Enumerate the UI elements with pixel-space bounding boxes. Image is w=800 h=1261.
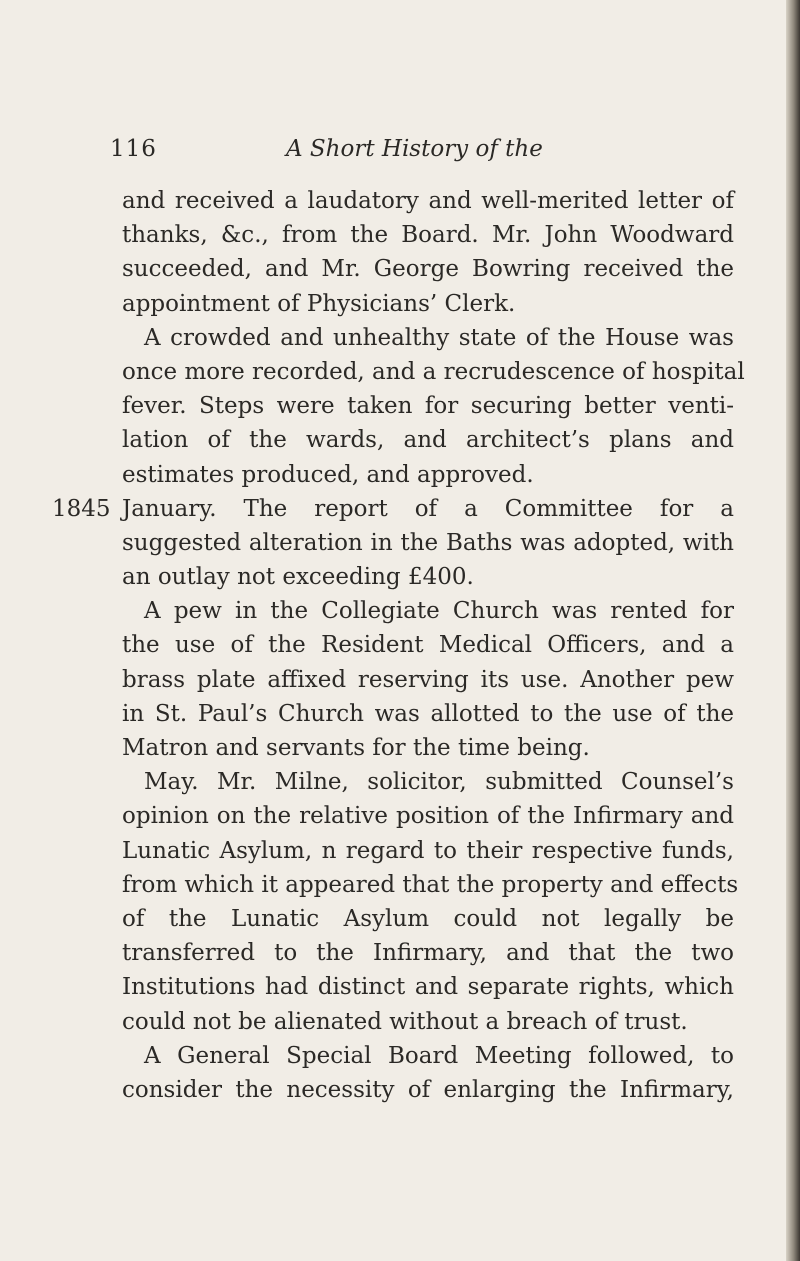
margin-year: 1845	[52, 495, 111, 522]
text-line: January. The report of a Committee for a	[122, 495, 734, 522]
text-line: and received a laudatory and well-merited letter of	[122, 188, 734, 214]
text-line: A crowded and unhealthy state of the House was	[144, 324, 734, 351]
text-line: Matron and servants for the time being.	[122, 735, 590, 761]
text-line: appointment of Physicians’ Clerk.	[122, 290, 516, 317]
text-line: lation of the wards, and architect’s plans and	[122, 427, 734, 454]
text-line: estimates produced, and approved.	[122, 461, 534, 488]
text-line: succeeded, and Mr. George Bowring received the	[122, 256, 734, 283]
body-text	[52, 184, 745, 1107]
text-line: A General Special Board Meeting followed, to	[144, 1042, 734, 1069]
text-line: consider the necessity of enlarging the Infirmary,	[122, 1076, 734, 1103]
text-line: suggested alteration in the Baths was adopted, with	[122, 529, 734, 556]
text-line: A pew in the Collegiate Church was rented for	[144, 598, 734, 625]
text-line: Institutions had distinct and separate rights, which	[122, 974, 734, 1001]
text-line: May. Mr. Milne, solicitor, submitted Counsel’s	[144, 769, 734, 796]
running-title: A Short History of the	[286, 136, 543, 162]
text-line: from which it appeared that the property and effects	[122, 871, 739, 898]
text-line: the use of the Resident Medical Officers, and a	[122, 632, 734, 659]
year-line	[52, 492, 734, 526]
text-line: opinion on the relative position of the Infirmary and	[122, 803, 734, 830]
text-line: fever. Steps were taken for securing better venti-	[122, 393, 734, 420]
text-line: could not be alienated without a breach of trust.	[122, 1008, 688, 1035]
page-header	[110, 136, 710, 170]
text-line: an outlay not exceeding £400.	[122, 564, 474, 591]
text-line: once more recorded, and a recrudescence of hospital	[122, 358, 745, 385]
text-line: Lunatic Asylum, n regard to their respective funds,	[122, 837, 734, 864]
page-edge-shadow	[786, 0, 800, 1261]
text-line: in St. Paul’s Church was allotted to the use of the	[122, 700, 734, 727]
text-line: of the Lunatic Asylum could not legally be	[122, 905, 734, 932]
text-line: transferred to the Infirmary, and that the two	[122, 940, 734, 967]
page-number: 116	[110, 136, 157, 162]
text-line: brass plate affixed reserving its use. Another pew	[122, 666, 734, 693]
text-line: thanks, &c., from the Board. Mr. John Woodward	[122, 222, 734, 249]
